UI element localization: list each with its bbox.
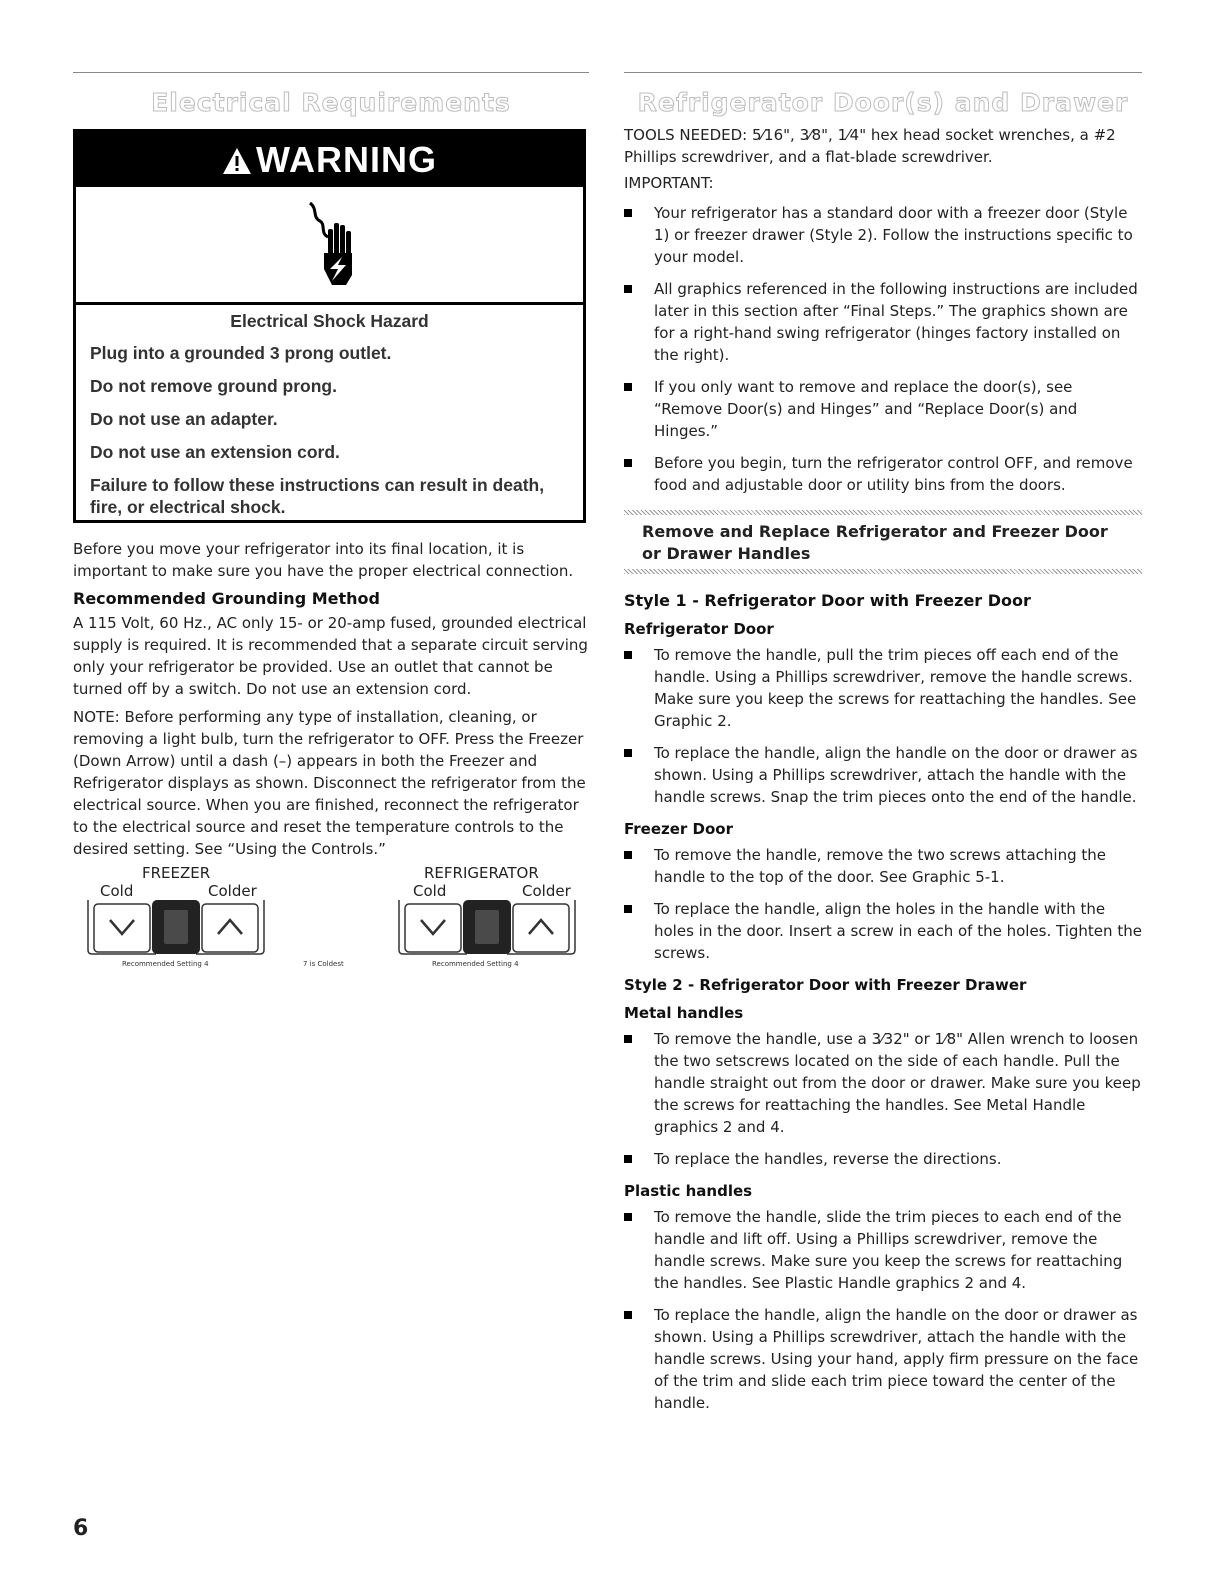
warning-line: Failure to follow these instructions can result in death, fire, or electrical shock. [90, 475, 545, 517]
page-number: 6 [73, 1516, 89, 1541]
plastic-handles-heading: Plastic handles [624, 1182, 753, 1200]
shock-hazard-icon-area [76, 187, 583, 305]
refrigerator-up-button [513, 904, 569, 952]
freezer-down-button [94, 904, 150, 952]
style2-heading: Style 2 - Refrigerator Door with Freezer Drawer [624, 976, 1027, 994]
freezer-label: FREEZER [142, 864, 211, 882]
refrigerator-control-buttons [397, 898, 577, 956]
note-paragraph: NOTE: Before performing any type of installation, cleaning, or removing a light bulb, turn the refrigerator to OFF. Press the Freezer (Down Arrow) until a dash (–) appears in both the Freezer and Refrigerator displays as shown. Disconnect the refrigerator from the electrical source. When you are finished, reconnect the refrigerator to the electrical source and reset the temperature controls to the desired setting. See “Using the Controls.” [73, 708, 586, 858]
electric-shock-hand-icon [308, 199, 358, 287]
freezer-cold-label: Cold [100, 882, 134, 900]
left-top-rule [73, 72, 589, 73]
list-item: To replace the handle, align the holes in the handle with the holes in the door. Insert a screw in each of the holes. Tighten the screws. [624, 898, 1142, 964]
list-item: To replace the handle, align the handle on the door or drawer as shown. Using a Phillips screwdriver, attach the handle with the handle screws. Snap the trim pieces onto the end of the handle. [624, 742, 1142, 808]
list-item: All graphics referenced in the following instructions are included later in this section after “Final Steps.” The graphics shown are for a right-hand swing refrigerator (hinges factory installed on the right). [624, 278, 1142, 366]
list-item: To remove the handle, use a 3⁄32" or 1⁄8" Allen wrench to loosen the two setscrews located on the side of each handle. Pull the handle straight out from the door or drawer. Make sure you keep the screws for reattaching the handles. See Metal Handle graphics 2 and 4. [624, 1028, 1142, 1138]
warning-header-text: WARNING [256, 139, 437, 180]
refrigerator-recommended-setting: Recommended Setting 4 [432, 960, 519, 968]
intro-paragraph: Before you move your refrigerator into its final location, it is important to make sure you have the proper electrical connection. [73, 540, 574, 580]
refrigerator-colder-label: Colder [522, 882, 571, 900]
warning-line: Do not remove ground prong. [90, 376, 337, 396]
band-bottom-stripe [624, 569, 1142, 574]
refrigerator-door-list [624, 644, 1142, 808]
important-label: IMPORTANT: [624, 174, 714, 192]
freezer-colder-label: Colder [208, 882, 257, 900]
freezer-door-heading: Freezer Door [624, 820, 734, 838]
plastic-handles-list [624, 1206, 1142, 1414]
refrigerator-door-heading: Refrigerator Door [624, 620, 774, 638]
warning-header [76, 132, 583, 187]
list-item: To replace the handles, reverse the directions. [624, 1148, 1142, 1170]
list-item: Your refrigerator has a standard door with a freezer door (Style 1) or freezer drawer (Style 2). Follow the instructions specific to your model. [624, 202, 1142, 268]
warning-body [76, 305, 583, 518]
warning-line: Do not use an extension cord. [90, 442, 340, 462]
warning-triangle-icon [222, 135, 252, 190]
grounding-heading: Recommended Grounding Method [73, 589, 380, 608]
doors-drawer-title: Refrigerator Door(s) and Drawer [637, 88, 1129, 117]
freezer-recommended-setting: Recommended Setting 4 [122, 960, 209, 968]
list-item: Before you begin, turn the refrigerator control OFF, and remove food and adjustable door or utility bins from the doors. [624, 452, 1142, 496]
list-item: If you only want to remove and replace the door(s), see “Remove Door(s) and Hinges” and “Replace Door(s) and Hinges.” [624, 376, 1142, 442]
list-item: To replace the handle, align the handle on the door or drawer as shown. Using a Phillips screwdriver, attach the handle with the handle screws. Using your hand, apply firm pressure on the face of the trim and slide each trim piece toward the center of the handle. [624, 1304, 1142, 1414]
left-body-text [73, 538, 588, 866]
metal-handles-list [624, 1028, 1142, 1170]
list-item: To remove the handle, slide the trim pieces to each end of the handle and lift off. Using a Phillips screwdriver, remove the handle screws. Make sure you keep the screws for reattaching the handles. See Plastic Handle graphics 2 and 4. [624, 1206, 1142, 1294]
handles-band-heading: Remove and Replace Refrigerator and Freezer Door or Drawer Handles [642, 522, 1108, 563]
grounding-paragraph: A 115 Volt, 60 Hz., AC only 15- or 20-amp fused, grounded electrical supply is required. It is recommended that a separate circuit serving only your refrigerator be provided. Use an outlet that cannot be turned off by a switch. Do not use an extension cord. [73, 614, 588, 698]
right-body-text [624, 124, 1142, 1424]
style1-heading: Style 1 - Refrigerator Door with Freezer Door [624, 591, 1031, 610]
electrical-requirements-title: Electrical Requirements [151, 88, 511, 117]
freezer-control-buttons [86, 898, 266, 956]
warning-line: Do not use an adapter. [90, 409, 278, 429]
tools-needed: TOOLS NEEDED: 5⁄16", 3⁄8", 1⁄4" hex head socket wrenches, a #2 Phillips screwdriver, and a flat-blade screwdriver. [624, 126, 1116, 166]
warning-box [73, 129, 586, 523]
coldest-note: 7 is Coldest [303, 960, 344, 968]
freezer-up-button [202, 904, 258, 952]
list-item: To remove the handle, remove the two screws attaching the handle to the top of the door. See Graphic 5-1. [624, 844, 1142, 888]
list-item: To remove the handle, pull the trim pieces off each end of the handle. Using a Phillips screwdriver, remove the handle screws. Make sure you keep the screws for reattaching the handles. See Graphic 2. [624, 644, 1142, 732]
right-top-rule [624, 72, 1142, 73]
refrigerator-label: REFRIGERATOR [424, 864, 539, 882]
warning-line: Plug into a grounded 3 prong outlet. [90, 343, 392, 363]
refrigerator-down-button [405, 904, 461, 952]
freezer-door-list [624, 844, 1142, 964]
metal-handles-heading: Metal handles [624, 1004, 744, 1022]
important-list [624, 202, 1142, 496]
hazard-title: Electrical Shock Hazard [230, 311, 429, 331]
refrigerator-cold-label: Cold [413, 882, 447, 900]
